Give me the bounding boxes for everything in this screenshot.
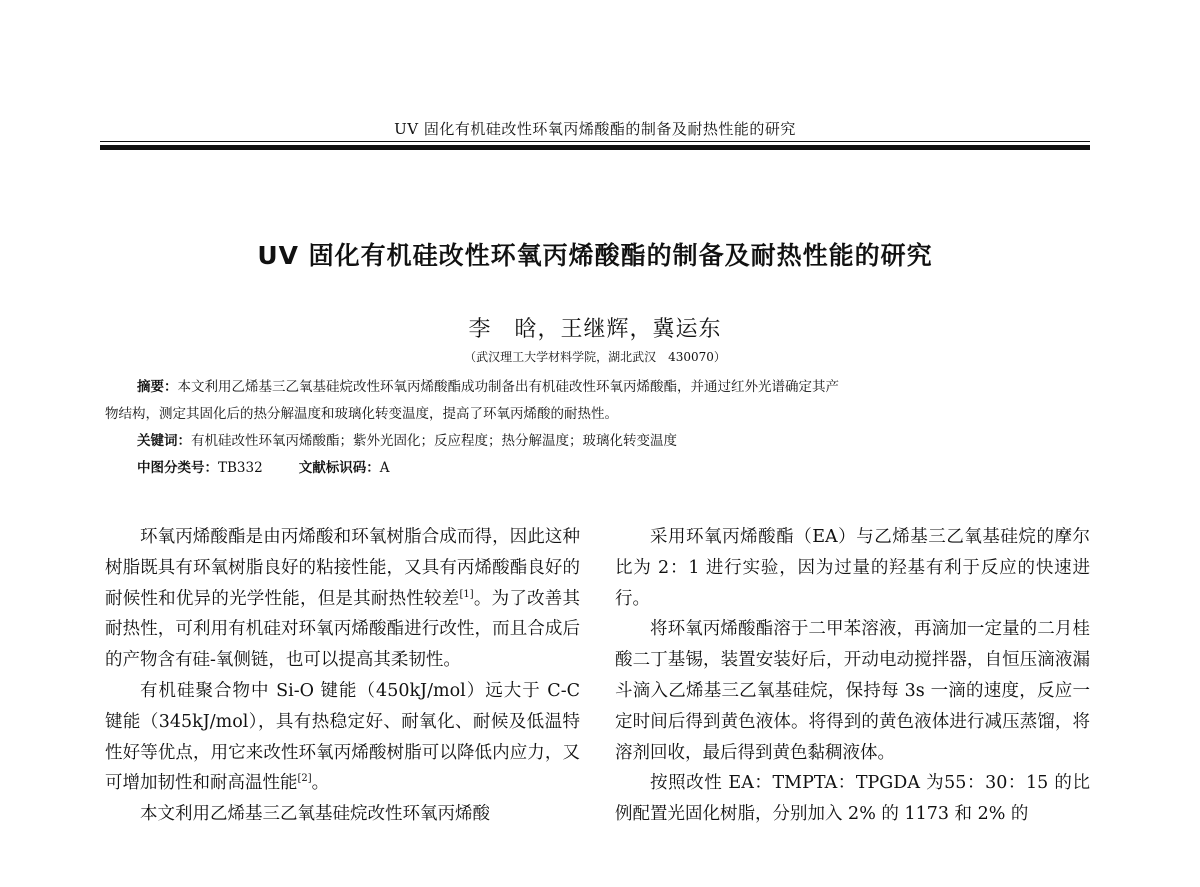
header-rule-thick xyxy=(100,145,1090,150)
abstract-label: 摘要： xyxy=(137,379,178,395)
right-paragraph-3: 按照改性 EA：TMPTA：TPGDA 为55：30：15 的比例配置光固化树脂，分别加入 2% 的 1173 和 2% 的 xyxy=(615,773,1090,825)
abstract-block xyxy=(105,374,1095,482)
keywords-line xyxy=(105,428,1095,455)
citation-ref-2: [2] xyxy=(297,773,312,785)
doc-code-value: A xyxy=(379,460,390,476)
header-rule-thin xyxy=(100,141,1090,142)
abstract-line-1 xyxy=(105,374,1095,401)
abstract-text-1: 本文利用乙烯基三乙氧基硅烷改性环氧丙烯酸酯成功制备出有机硅改性环氧丙烯酸酯，并通过红外光谱确定其产 xyxy=(177,379,839,395)
affiliation: （武汉理工大学材料学院，湖北武汉 430070） xyxy=(464,350,726,364)
keywords-text: 有机硅改性环氧丙烯酸酯；紫外光固化；反应程度；热分解温度；玻璃化转变温度 xyxy=(191,433,677,449)
body-column-right xyxy=(615,522,1090,830)
right-paragraph-1: 采用环氧丙烯酸酯（EA）与乙烯基三乙氧基硅烷的摩尔比为 2：1 进行实验，因为过量的羟基有利于反应的快速进行。 xyxy=(615,527,1090,609)
left-p1-text-a: 环氧丙烯酸酯是由丙烯酸和环氧树脂合成而得，因此这种树脂既具有环氧树脂良好的粘接性能，又具有丙烯酸酯良好的耐候性和优异的光学性能，但是其耐热性较差 xyxy=(105,527,580,609)
left-paragraph-2 xyxy=(105,676,580,799)
running-header: UV 固化有机硅改性环氧丙烯酸酯的制备及耐热性能的研究 xyxy=(394,120,796,138)
right-paragraph-2: 将环氧丙烯酸酯溶于二甲苯溶液，再滴加一定量的二月桂酸二丁基锡，装置安装好后，开动电动搅拌器，自恒压滴液漏斗滴入乙烯基三乙氧基硅烷，保持每 3s 一滴的速度，反应一定时间后得到黄色液体。将得到的黄色液体进行减压蒸馏，将溶剂回收，最后得到黄色黏稠液体。 xyxy=(615,619,1090,763)
body-column-left xyxy=(105,522,580,830)
left-p2-text-a: 有机硅聚合物中 Si-O 键能（450kJ/mol）远大于 C-C 键能（345kJ/mol），具有热稳定好、耐氧化、耐候及低温特性好等优点，用它来改性环氧丙烯酸树脂可以降低内应力，又可增加韧性和耐高温性能 xyxy=(105,680,580,794)
left-p2-text-b: 。 xyxy=(311,773,330,794)
clc-label: 中图分类号： xyxy=(137,460,218,476)
classification-line xyxy=(105,455,1095,482)
clc-value: TB332 xyxy=(218,460,263,476)
authors: 李 晗，王继辉，冀运东 xyxy=(468,317,722,342)
paper-title: UV 固化有机硅改性环氧丙烯酸酯的制备及耐热性能的研究 xyxy=(257,241,933,270)
keywords-label: 关键词： xyxy=(137,433,191,449)
left-paragraph-3: 本文利用乙烯基三乙氧基硅烷改性环氧丙烯酸 xyxy=(140,804,490,825)
citation-ref-1: [1] xyxy=(459,588,474,600)
left-p1-text-b: 。为了改善其耐热性，可利用有机硅对环氧丙烯酸酯进行改性，而且合成后的产物含有硅-氧侧链，也可以提高其柔韧性。 xyxy=(105,588,581,671)
abstract-line-2: 物结构，测定其固化后的热分解温度和玻璃化转变温度，提高了环氧丙烯酸的耐热性。 xyxy=(105,406,618,422)
left-paragraph-1 xyxy=(105,522,580,676)
doc-code-label: 文献标识码： xyxy=(298,460,380,476)
